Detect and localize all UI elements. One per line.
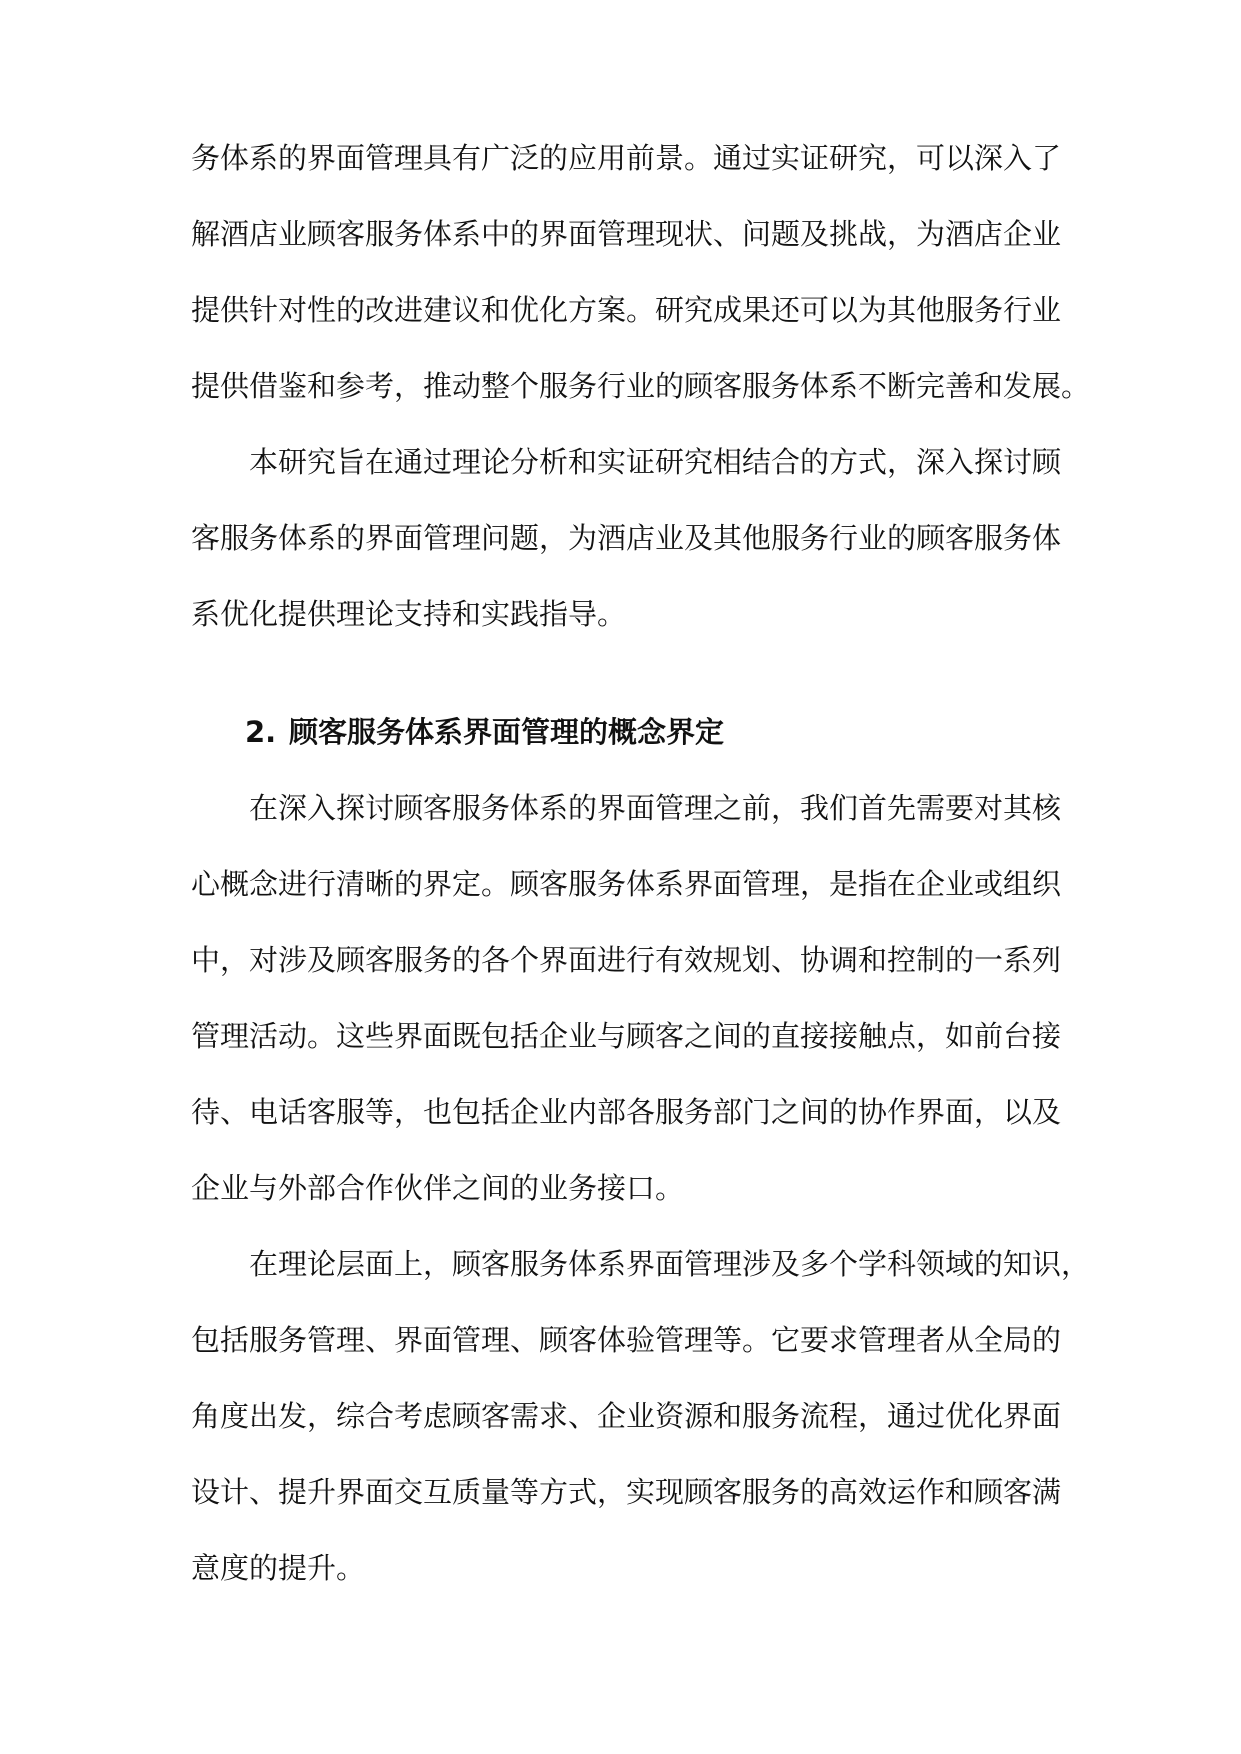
- body-text-line: 设计、提升界面交互质量等方式，实现顾客服务的高效运作和顾客满: [191, 1475, 1062, 1509]
- body-text-line: 企业与外部合作伙伴之间的业务接口。: [191, 1171, 685, 1205]
- body-text-line: 角度出发，综合考虑顾客需求、企业资源和服务流程，通过优化界面: [191, 1399, 1062, 1433]
- section-number: 2.: [245, 715, 277, 749]
- body-text-line: 待、电话客服等，也包括企业内部各服务部门之间的协作界面，以及: [191, 1095, 1062, 1129]
- body-text-line: 务体系的界面管理具有广泛的应用前景。通过实证研究，可以深入了: [191, 141, 1062, 175]
- body-text-line: 意度的提升。: [191, 1551, 366, 1585]
- section-heading: [245, 710, 1045, 754]
- body-text-line: 提供借鉴和参考，推动整个服务行业的顾客服务体系不断完善和发展。: [191, 369, 1091, 403]
- body-text-line: 在理论层面上，顾客服务体系界面管理涉及多个学科领域的知识，: [249, 1247, 1091, 1281]
- section-title: 顾客服务体系界面管理的概念界定: [289, 715, 725, 749]
- body-text-line: 解酒店业顾客服务体系中的界面管理现状、问题及挑战，为酒店企业: [191, 217, 1062, 251]
- body-text-line: 本研究旨在通过理论分析和实证研究相结合的方式，深入探讨顾: [249, 445, 1062, 479]
- body-text-line: 系优化提供理论支持和实践指导。: [191, 597, 627, 631]
- body-text-line: 提供针对性的改进建议和优化方案。研究成果还可以为其他服务行业: [191, 293, 1062, 327]
- body-text-line: 在深入探讨顾客服务体系的界面管理之前，我们首先需要对其核: [249, 791, 1062, 825]
- body-text-line: 包括服务管理、界面管理、顾客体验管理等。它要求管理者从全局的: [191, 1323, 1062, 1357]
- body-text-line: 管理活动。这些界面既包括企业与顾客之间的直接接触点，如前台接: [191, 1019, 1062, 1053]
- body-text-line: 中，对涉及顾客服务的各个界面进行有效规划、协调和控制的一系列: [191, 943, 1062, 977]
- body-text-line: 客服务体系的界面管理问题，为酒店业及其他服务行业的顾客服务体: [191, 521, 1062, 555]
- body-text-line: 心概念进行清晰的界定。顾客服务体系界面管理，是指在企业或组织: [191, 867, 1062, 901]
